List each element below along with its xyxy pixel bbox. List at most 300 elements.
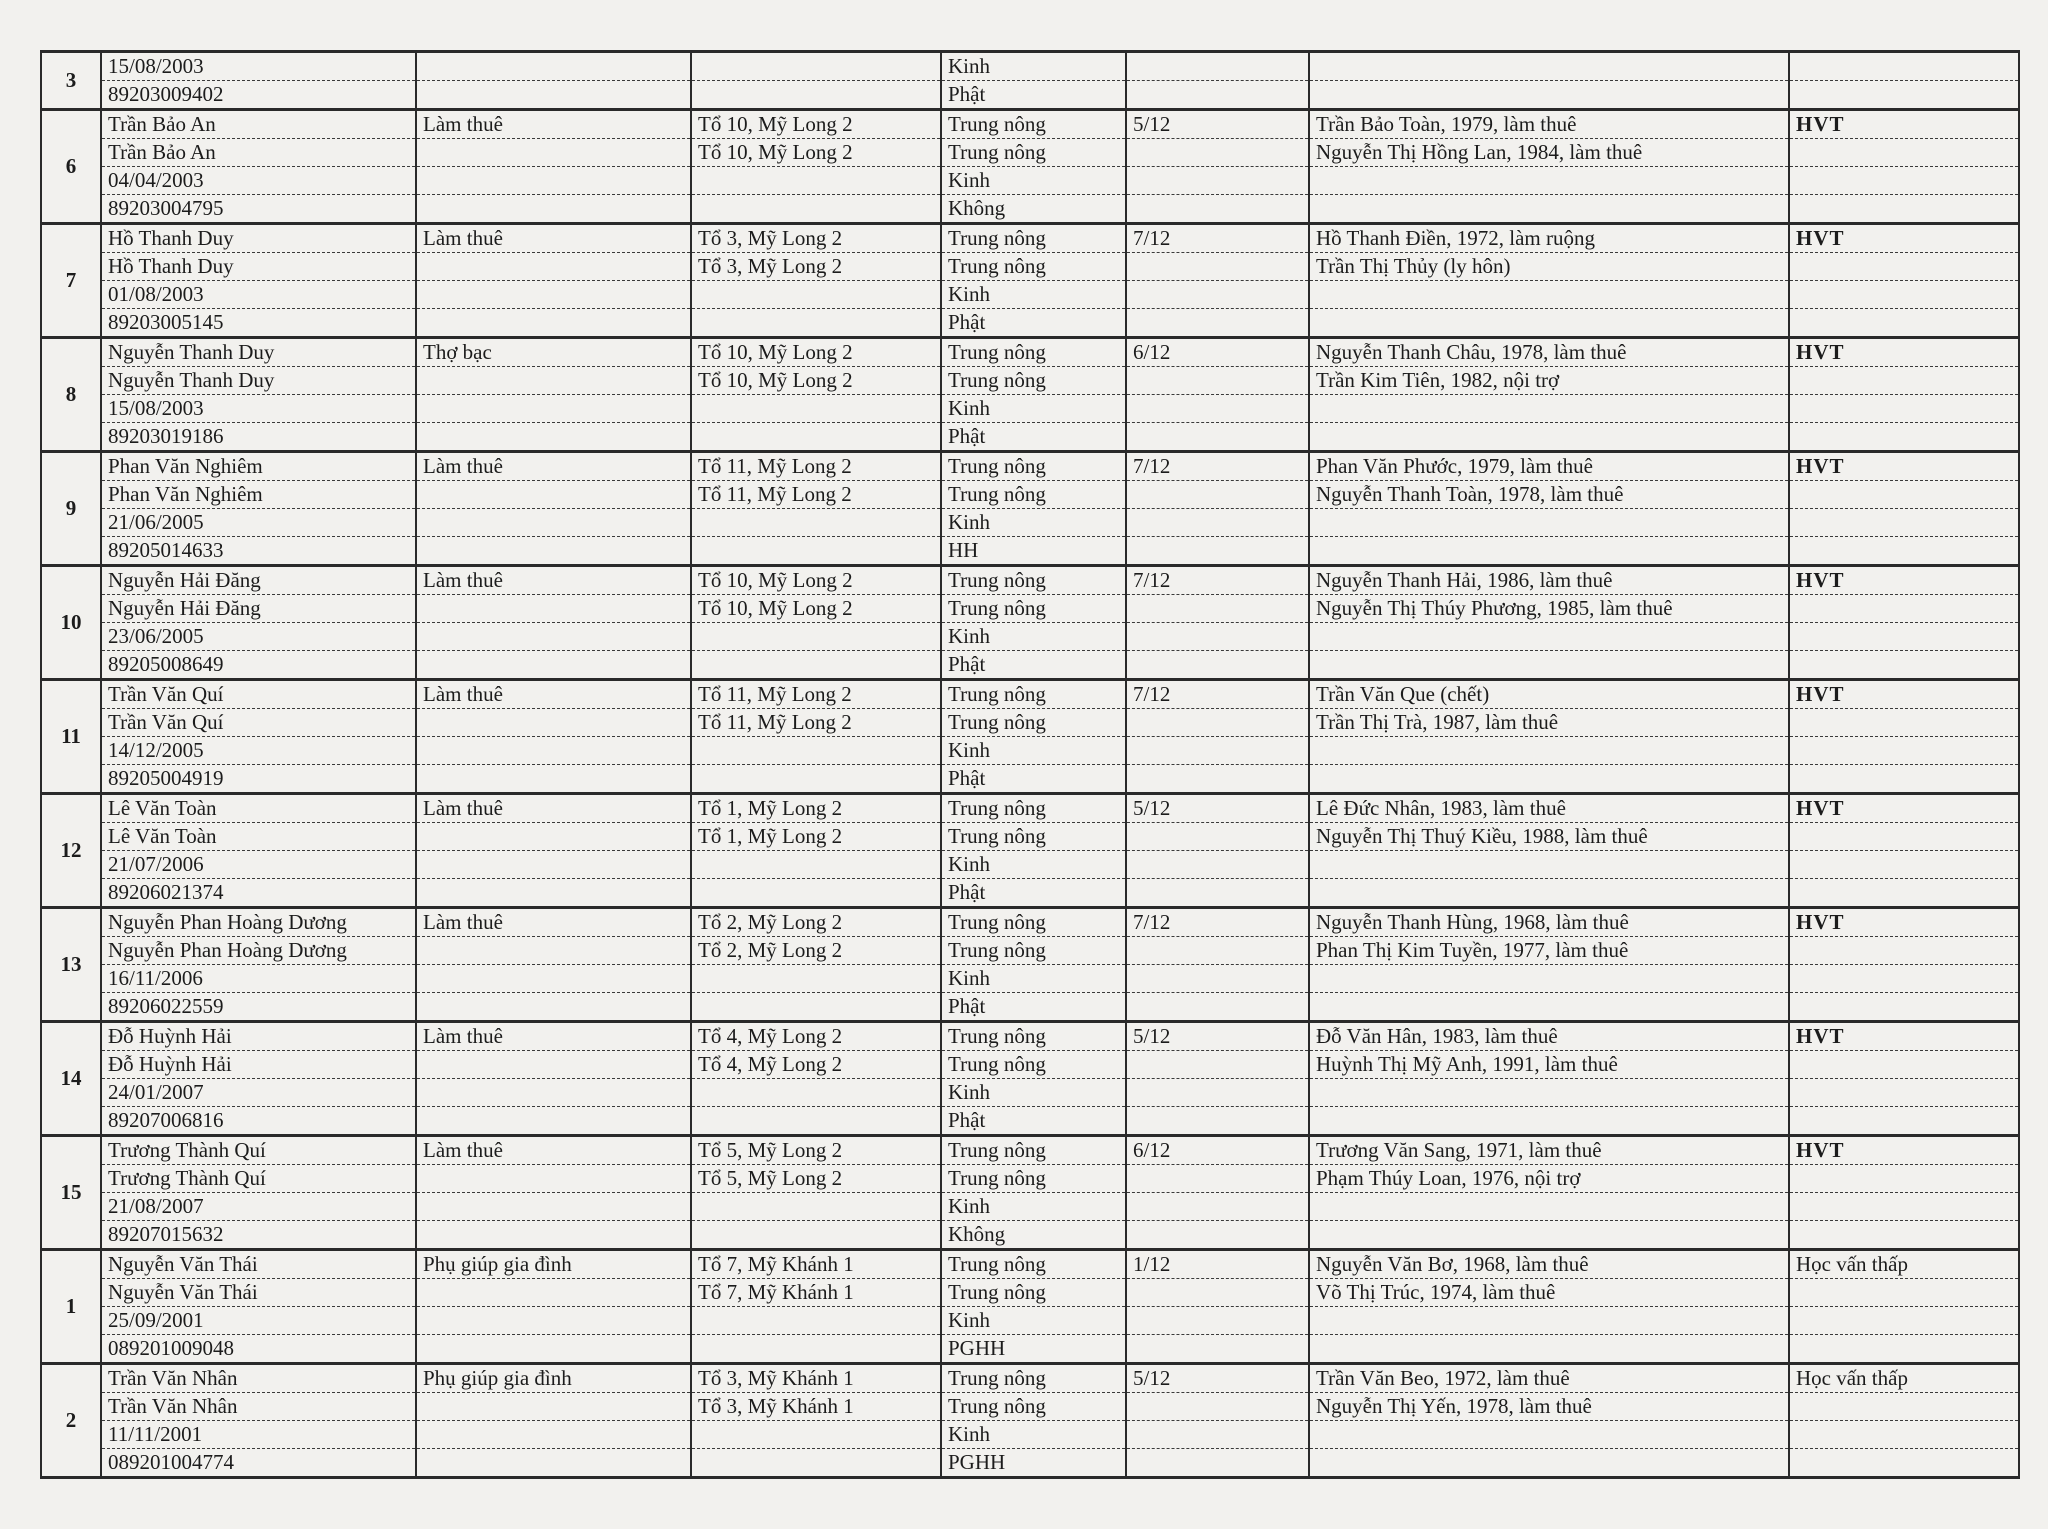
table-row <box>41 139 2019 167</box>
address-cell: Tổ 4, Mỹ Long 2 <box>691 1022 941 1051</box>
name-cell: Lê Văn Toàn <box>101 794 416 823</box>
class-ethnic-religion-cell: Phật <box>941 879 1126 908</box>
parents-cell: Trần Thị Trà, 1987, làm thuê <box>1309 709 1789 737</box>
occupation-cell <box>416 423 691 452</box>
table-row <box>41 937 2019 965</box>
education-cell <box>1126 623 1309 651</box>
note-cell: Học vấn thấp <box>1789 1364 2019 1393</box>
parents-cell <box>1309 1107 1789 1136</box>
address-cell: Tổ 5, Mỹ Long 2 <box>691 1165 941 1193</box>
table-row <box>41 167 2019 195</box>
class-ethnic-religion-cell: Không <box>941 1221 1126 1250</box>
address-cell <box>691 851 941 879</box>
table-row <box>41 1335 2019 1364</box>
address-cell <box>691 167 941 195</box>
education-cell <box>1126 167 1309 195</box>
education-cell <box>1126 509 1309 537</box>
address-cell <box>691 993 941 1022</box>
occupation-cell <box>416 1107 691 1136</box>
note-cell <box>1789 537 2019 566</box>
education-cell <box>1126 139 1309 167</box>
education-cell <box>1126 1165 1309 1193</box>
class-ethnic-religion-cell: PGHH <box>941 1335 1126 1364</box>
table-row <box>41 908 2019 937</box>
parents-cell <box>1309 52 1789 81</box>
address-cell <box>691 395 941 423</box>
note-cell <box>1789 879 2019 908</box>
parents-cell <box>1309 993 1789 1022</box>
table-row <box>41 110 2019 139</box>
class-ethnic-religion-cell: Trung nông <box>941 1136 1126 1165</box>
record-number: 1 <box>41 1250 101 1364</box>
education-cell <box>1126 1449 1309 1478</box>
note-cell: HVT <box>1789 224 2019 253</box>
education-cell: 7/12 <box>1126 224 1309 253</box>
education-cell <box>1126 367 1309 395</box>
occupation-cell: Làm thuê <box>416 110 691 139</box>
education-cell: 1/12 <box>1126 1250 1309 1279</box>
table-row <box>41 879 2019 908</box>
class-ethnic-religion-cell: Kinh <box>941 851 1126 879</box>
parents-cell <box>1309 81 1789 110</box>
note-cell <box>1789 851 2019 879</box>
name-cell: Trần Bảo An <box>101 110 416 139</box>
record-number: 13 <box>41 908 101 1022</box>
class-ethnic-religion-cell: HH <box>941 537 1126 566</box>
table-row <box>41 395 2019 423</box>
name-cell: Trần Văn Nhân <box>101 1393 416 1421</box>
record-number: 3 <box>41 52 101 110</box>
class-ethnic-religion-cell: PGHH <box>941 1449 1126 1478</box>
records-body <box>41 52 2019 1478</box>
class-ethnic-religion-cell: Phật <box>941 765 1126 794</box>
class-ethnic-religion-cell: Kinh <box>941 509 1126 537</box>
table-row <box>41 680 2019 709</box>
name-cell: Nguyễn Thanh Duy <box>101 338 416 367</box>
class-ethnic-religion-cell: Trung nông <box>941 139 1126 167</box>
education-cell <box>1126 1107 1309 1136</box>
address-cell: Tổ 5, Mỹ Long 2 <box>691 1136 941 1165</box>
education-cell <box>1126 823 1309 851</box>
table-row <box>41 1107 2019 1136</box>
education-cell <box>1126 423 1309 452</box>
address-cell <box>691 1221 941 1250</box>
name-cell: 89205008649 <box>101 651 416 680</box>
parents-cell <box>1309 309 1789 338</box>
class-ethnic-religion-cell: Trung nông <box>941 481 1126 509</box>
parents-cell <box>1309 537 1789 566</box>
parents-cell: Nguyễn Thanh Hải, 1986, làm thuê <box>1309 566 1789 595</box>
address-cell <box>691 423 941 452</box>
note-cell <box>1789 309 2019 338</box>
name-cell: Lê Văn Toàn <box>101 823 416 851</box>
name-cell: Nguyễn Hải Đăng <box>101 595 416 623</box>
note-cell <box>1789 139 2019 167</box>
occupation-cell <box>416 139 691 167</box>
note-cell <box>1789 81 2019 110</box>
table-row <box>41 309 2019 338</box>
occupation-cell <box>416 1421 691 1449</box>
education-cell <box>1126 1279 1309 1307</box>
table-row <box>41 1165 2019 1193</box>
address-cell <box>691 281 941 309</box>
name-cell: 21/08/2007 <box>101 1193 416 1221</box>
name-cell: Nguyễn Văn Thái <box>101 1250 416 1279</box>
table-row <box>41 81 2019 110</box>
record-number: 14 <box>41 1022 101 1136</box>
note-cell: HVT <box>1789 110 2019 139</box>
parents-cell: Nguyễn Thanh Hùng, 1968, làm thuê <box>1309 908 1789 937</box>
occupation-cell: Làm thuê <box>416 908 691 937</box>
note-cell: HVT <box>1789 1136 2019 1165</box>
table-row <box>41 765 2019 794</box>
address-cell <box>691 651 941 680</box>
class-ethnic-religion-cell: Kinh <box>941 167 1126 195</box>
parents-cell: Trần Kim Tiên, 1982, nội trợ <box>1309 367 1789 395</box>
education-cell <box>1126 309 1309 338</box>
occupation-cell: Làm thuê <box>416 566 691 595</box>
address-cell <box>691 509 941 537</box>
education-cell: 6/12 <box>1126 338 1309 367</box>
table-row <box>41 1449 2019 1478</box>
occupation-cell: Làm thuê <box>416 680 691 709</box>
name-cell: 89207006816 <box>101 1107 416 1136</box>
name-cell: 16/11/2006 <box>101 965 416 993</box>
address-cell <box>691 309 941 338</box>
address-cell: Tổ 10, Mỹ Long 2 <box>691 110 941 139</box>
occupation-cell <box>416 509 691 537</box>
name-cell: Nguyễn Phan Hoàng Dương <box>101 908 416 937</box>
education-cell <box>1126 765 1309 794</box>
class-ethnic-religion-cell: Trung nông <box>941 1022 1126 1051</box>
name-cell: Đỗ Huỳnh Hải <box>101 1022 416 1051</box>
record-number: 15 <box>41 1136 101 1250</box>
note-cell: HVT <box>1789 794 2019 823</box>
note-cell <box>1789 281 2019 309</box>
note-cell <box>1789 1107 2019 1136</box>
name-cell: 11/11/2001 <box>101 1421 416 1449</box>
education-cell <box>1126 851 1309 879</box>
occupation-cell: Làm thuê <box>416 1136 691 1165</box>
name-cell: Nguyễn Văn Thái <box>101 1279 416 1307</box>
education-cell <box>1126 737 1309 765</box>
occupation-cell <box>416 81 691 110</box>
name-cell: 89205004919 <box>101 765 416 794</box>
note-cell <box>1789 1279 2019 1307</box>
education-cell <box>1126 1421 1309 1449</box>
parents-cell: Nguyễn Thanh Toàn, 1978, làm thuê <box>1309 481 1789 509</box>
name-cell: Nguyễn Thanh Duy <box>101 367 416 395</box>
note-cell <box>1789 965 2019 993</box>
address-cell: Tổ 11, Mỹ Long 2 <box>691 680 941 709</box>
table-row <box>41 253 2019 281</box>
address-cell: Tổ 3, Mỹ Khánh 1 <box>691 1364 941 1393</box>
note-cell <box>1789 651 2019 680</box>
occupation-cell: Làm thuê <box>416 452 691 481</box>
table-row <box>41 794 2019 823</box>
occupation-cell <box>416 965 691 993</box>
parents-cell <box>1309 1335 1789 1364</box>
table-row <box>41 224 2019 253</box>
class-ethnic-religion-cell: Trung nông <box>941 110 1126 139</box>
note-cell <box>1789 1051 2019 1079</box>
parents-cell: Trần Văn Que (chết) <box>1309 680 1789 709</box>
address-cell <box>691 1449 941 1478</box>
name-cell: 89203004795 <box>101 195 416 224</box>
class-ethnic-religion-cell: Phật <box>941 1107 1126 1136</box>
occupation-cell <box>416 937 691 965</box>
occupation-cell: Thợ bạc <box>416 338 691 367</box>
occupation-cell: Phụ giúp gia đình <box>416 1364 691 1393</box>
occupation-cell <box>416 1279 691 1307</box>
note-cell <box>1789 1393 2019 1421</box>
occupation-cell <box>416 195 691 224</box>
parents-cell <box>1309 1221 1789 1250</box>
occupation-cell: Làm thuê <box>416 224 691 253</box>
table-row <box>41 965 2019 993</box>
table-row <box>41 537 2019 566</box>
class-ethnic-religion-cell: Kinh <box>941 1307 1126 1335</box>
occupation-cell <box>416 595 691 623</box>
name-cell: Trần Văn Quí <box>101 709 416 737</box>
table-row <box>41 481 2019 509</box>
education-cell <box>1126 195 1309 224</box>
note-cell <box>1789 823 2019 851</box>
note-cell <box>1789 993 2019 1022</box>
name-cell: Trần Văn Nhân <box>101 1364 416 1393</box>
table-row <box>41 509 2019 537</box>
class-ethnic-religion-cell: Kinh <box>941 1079 1126 1107</box>
name-cell: 04/04/2003 <box>101 167 416 195</box>
parents-cell: Hồ Thanh Điền, 1972, làm ruộng <box>1309 224 1789 253</box>
note-cell <box>1789 595 2019 623</box>
note-cell <box>1789 423 2019 452</box>
note-cell <box>1789 1079 2019 1107</box>
note-cell <box>1789 167 2019 195</box>
address-cell: Tổ 10, Mỹ Long 2 <box>691 566 941 595</box>
parents-cell: Nguyễn Thị Hồng Lan, 1984, làm thuê <box>1309 139 1789 167</box>
education-cell: 7/12 <box>1126 452 1309 481</box>
class-ethnic-religion-cell: Trung nông <box>941 367 1126 395</box>
table-row <box>41 52 2019 81</box>
note-cell <box>1789 1221 2019 1250</box>
note-cell <box>1789 1421 2019 1449</box>
address-cell: Tổ 7, Mỹ Khánh 1 <box>691 1250 941 1279</box>
occupation-cell <box>416 737 691 765</box>
note-cell <box>1789 1193 2019 1221</box>
note-cell <box>1789 52 2019 81</box>
name-cell: 15/08/2003 <box>101 52 416 81</box>
table-row <box>41 993 2019 1022</box>
class-ethnic-religion-cell: Trung nông <box>941 1364 1126 1393</box>
name-cell: Hồ Thanh Duy <box>101 253 416 281</box>
class-ethnic-religion-cell: Trung nông <box>941 253 1126 281</box>
table-row <box>41 1364 2019 1393</box>
class-ethnic-religion-cell: Trung nông <box>941 1279 1126 1307</box>
name-cell: 24/01/2007 <box>101 1079 416 1107</box>
education-cell <box>1126 651 1309 680</box>
parents-cell <box>1309 281 1789 309</box>
note-cell: HVT <box>1789 1022 2019 1051</box>
parents-cell <box>1309 623 1789 651</box>
address-cell <box>691 765 941 794</box>
class-ethnic-religion-cell: Trung nông <box>941 908 1126 937</box>
name-cell: 089201009048 <box>101 1335 416 1364</box>
address-cell: Tổ 2, Mỹ Long 2 <box>691 937 941 965</box>
occupation-cell <box>416 1393 691 1421</box>
class-ethnic-religion-cell: Kinh <box>941 623 1126 651</box>
parents-cell <box>1309 167 1789 195</box>
education-cell: 6/12 <box>1126 1136 1309 1165</box>
name-cell: Trương Thành Quí <box>101 1165 416 1193</box>
address-cell: Tổ 10, Mỹ Long 2 <box>691 338 941 367</box>
education-cell <box>1126 1335 1309 1364</box>
education-cell <box>1126 879 1309 908</box>
address-cell: Tổ 10, Mỹ Long 2 <box>691 367 941 395</box>
address-cell: Tổ 3, Mỹ Long 2 <box>691 224 941 253</box>
education-cell <box>1126 1393 1309 1421</box>
education-cell <box>1126 395 1309 423</box>
parents-cell: Phan Văn Phước, 1979, làm thuê <box>1309 452 1789 481</box>
address-cell <box>691 965 941 993</box>
occupation-cell: Làm thuê <box>416 794 691 823</box>
address-cell <box>691 1307 941 1335</box>
note-cell <box>1789 709 2019 737</box>
name-cell: 23/06/2005 <box>101 623 416 651</box>
note-cell <box>1789 509 2019 537</box>
occupation-cell: Làm thuê <box>416 1022 691 1051</box>
occupation-cell <box>416 281 691 309</box>
occupation-cell <box>416 253 691 281</box>
table-row <box>41 1393 2019 1421</box>
note-cell: Học vấn thấp <box>1789 1250 2019 1279</box>
class-ethnic-religion-cell: Phật <box>941 993 1126 1022</box>
occupation-cell: Phụ giúp gia đình <box>416 1250 691 1279</box>
class-ethnic-religion-cell: Trung nông <box>941 937 1126 965</box>
table-row <box>41 709 2019 737</box>
name-cell: Nguyễn Hải Đăng <box>101 566 416 595</box>
education-cell <box>1126 281 1309 309</box>
address-cell <box>691 81 941 110</box>
table-row <box>41 367 2019 395</box>
table-row <box>41 823 2019 851</box>
note-cell <box>1789 1307 2019 1335</box>
name-cell: 01/08/2003 <box>101 281 416 309</box>
address-cell: Tổ 2, Mỹ Long 2 <box>691 908 941 937</box>
parents-cell <box>1309 1421 1789 1449</box>
class-ethnic-religion-cell: Kinh <box>941 1193 1126 1221</box>
table-row <box>41 195 2019 224</box>
parents-cell <box>1309 737 1789 765</box>
parents-cell: Nguyễn Thị Yến, 1978, làm thuê <box>1309 1393 1789 1421</box>
name-cell: Trương Thành Quí <box>101 1136 416 1165</box>
occupation-cell <box>416 309 691 338</box>
record-number: 9 <box>41 452 101 566</box>
occupation-cell <box>416 1193 691 1221</box>
name-cell: 89205014633 <box>101 537 416 566</box>
address-cell: Tổ 3, Mỹ Long 2 <box>691 253 941 281</box>
education-cell <box>1126 595 1309 623</box>
name-cell: 089201004774 <box>101 1449 416 1478</box>
education-cell: 5/12 <box>1126 794 1309 823</box>
education-cell <box>1126 965 1309 993</box>
record-number: 12 <box>41 794 101 908</box>
records-table <box>40 50 2020 1479</box>
address-cell <box>691 537 941 566</box>
address-cell: Tổ 7, Mỹ Khánh 1 <box>691 1279 941 1307</box>
name-cell: Phan Văn Nghiêm <box>101 452 416 481</box>
education-cell <box>1126 537 1309 566</box>
name-cell: 89206021374 <box>101 879 416 908</box>
table-row <box>41 566 2019 595</box>
name-cell: 15/08/2003 <box>101 395 416 423</box>
note-cell <box>1789 195 2019 224</box>
note-cell: HVT <box>1789 908 2019 937</box>
education-cell: 5/12 <box>1126 1364 1309 1393</box>
note-cell <box>1789 937 2019 965</box>
name-cell: Trần Bảo An <box>101 139 416 167</box>
note-cell <box>1789 737 2019 765</box>
address-cell <box>691 1335 941 1364</box>
name-cell: 21/06/2005 <box>101 509 416 537</box>
occupation-cell <box>416 537 691 566</box>
note-cell <box>1789 481 2019 509</box>
class-ethnic-religion-cell: Trung nông <box>941 1051 1126 1079</box>
note-cell <box>1789 1165 2019 1193</box>
parents-cell <box>1309 651 1789 680</box>
parents-cell <box>1309 395 1789 423</box>
name-cell: 25/09/2001 <box>101 1307 416 1335</box>
class-ethnic-religion-cell: Trung nông <box>941 1165 1126 1193</box>
name-cell: Hồ Thanh Duy <box>101 224 416 253</box>
parents-cell: Nguyễn Thị Thuý Kiều, 1988, làm thuê <box>1309 823 1789 851</box>
education-cell <box>1126 993 1309 1022</box>
parents-cell <box>1309 509 1789 537</box>
parents-cell: Trần Bảo Toàn, 1979, làm thuê <box>1309 110 1789 139</box>
education-cell <box>1126 1079 1309 1107</box>
education-cell: 7/12 <box>1126 908 1309 937</box>
class-ethnic-religion-cell: Trung nông <box>941 452 1126 481</box>
occupation-cell <box>416 1307 691 1335</box>
address-cell <box>691 879 941 908</box>
note-cell <box>1789 765 2019 794</box>
occupation-cell <box>416 367 691 395</box>
education-cell: 5/12 <box>1126 1022 1309 1051</box>
address-cell <box>691 1107 941 1136</box>
name-cell: Nguyễn Phan Hoàng Dương <box>101 937 416 965</box>
record-number: 2 <box>41 1364 101 1478</box>
parents-cell <box>1309 965 1789 993</box>
table-row <box>41 651 2019 680</box>
address-cell <box>691 195 941 224</box>
address-cell: Tổ 10, Mỹ Long 2 <box>691 139 941 167</box>
education-cell <box>1126 481 1309 509</box>
record-number: 7 <box>41 224 101 338</box>
education-cell <box>1126 52 1309 81</box>
note-cell <box>1789 1335 2019 1364</box>
occupation-cell <box>416 167 691 195</box>
table-row <box>41 1250 2019 1279</box>
education-cell <box>1126 937 1309 965</box>
parents-cell <box>1309 879 1789 908</box>
class-ethnic-religion-cell: Trung nông <box>941 595 1126 623</box>
name-cell: 89203009402 <box>101 81 416 110</box>
parents-cell: Trần Thị Thủy (ly hôn) <box>1309 253 1789 281</box>
address-cell <box>691 52 941 81</box>
table-row <box>41 1079 2019 1107</box>
occupation-cell <box>416 651 691 680</box>
name-cell: Trần Văn Quí <box>101 680 416 709</box>
